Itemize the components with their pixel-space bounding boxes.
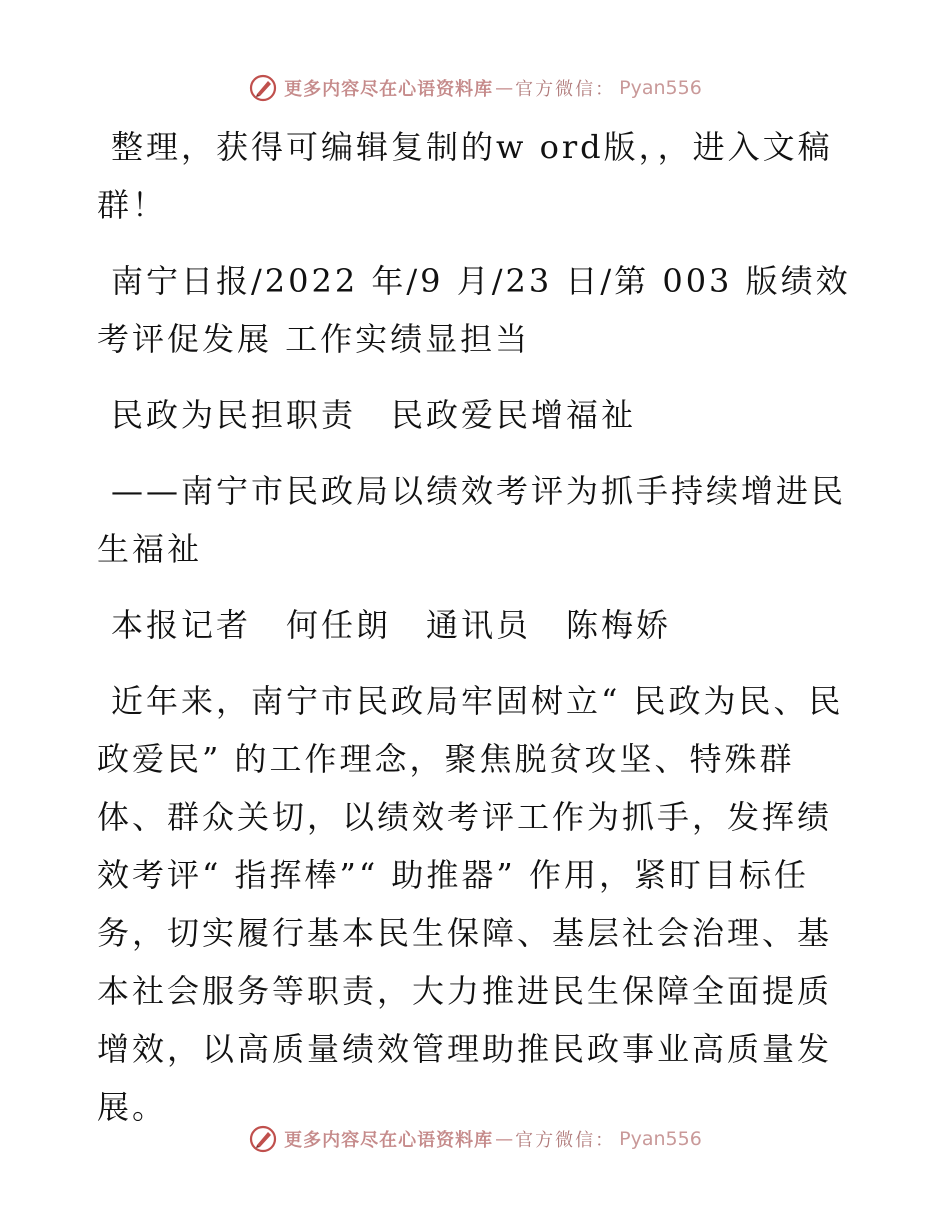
watermark-official-text: 官方微信： (515, 79, 616, 100)
paragraph-subheadline (97, 462, 857, 578)
paragraph-intro (97, 118, 857, 234)
paragraph-source-title-text: 南宁日报/2022 年/9 月/23 日/第 003 版绩效考评促发展 工作实绩显担当 (97, 262, 851, 358)
paragraph-body-text: 近年来，南宁市民政局牢固树立“ 民政为民、民政爱民” 的工作理念，聚焦脱贫攻坚、特殊群体、群众关切，以绩效考评工作为抓手，发挥绩效考评“ 指挥棒”“ 助推器” 作用，紧盯目标任务，切实履行基本民生保障、基层社会治理、基本社会服务等职责，大力推进民生保障全面提质增效，以高质量绩效管理助推民政事业高质量发展。 (97, 682, 844, 1126)
document-body (97, 118, 857, 1154)
header-watermark-banner (0, 68, 950, 108)
watermark-dash: — (495, 1128, 514, 1150)
footer-watermark-banner (0, 1119, 950, 1159)
paragraph-byline (97, 596, 857, 654)
watermark-official-text: 官方微信： (515, 1130, 616, 1151)
watermark-site-text: 更多内容尽在心语资料库 (284, 79, 494, 100)
paragraph-source-title (97, 252, 857, 368)
paragraph-headline (97, 386, 857, 444)
pen-logo-icon (248, 73, 278, 103)
paragraph-headline-text: 民政为民担职责 民政爱民增福祉 (111, 396, 637, 434)
watermark-dash: — (495, 77, 514, 99)
watermark-wechat-id: Pyan556 (619, 1128, 702, 1150)
pen-logo-icon (248, 1124, 278, 1154)
paragraph-body (97, 672, 857, 1136)
paragraph-byline-text: 本报记者 何任朗 通讯员 陈梅娇 (111, 606, 672, 644)
paragraph-subheadline-text: ——南宁市民政局以绩效考评为抓手持续增进民生福祉 (97, 472, 847, 568)
watermark-site-text: 更多内容尽在心语资料库 (284, 1130, 494, 1151)
paragraph-intro-text: 整理，获得可编辑复制的w ord版，，进入文稿群！ (97, 128, 833, 224)
watermark-wechat-id: Pyan556 (619, 77, 702, 99)
